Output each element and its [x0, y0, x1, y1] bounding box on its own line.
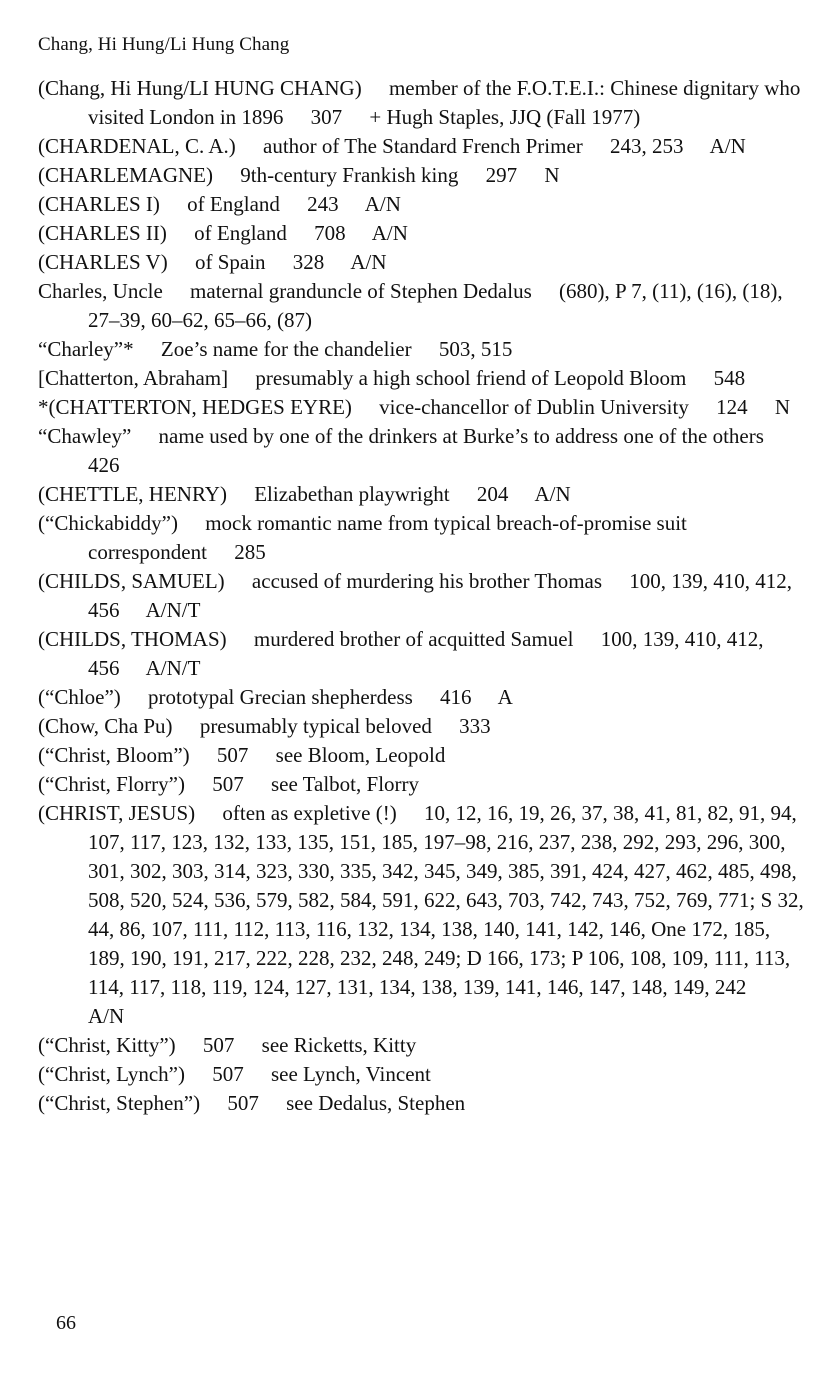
- entry-headword: (CHARDENAL, C. A.): [38, 134, 236, 158]
- page-number: 66: [56, 1312, 76, 1334]
- entry-page-refs: 333: [459, 714, 491, 738]
- index-entry: [38, 248, 808, 277]
- entry-headword: (CHILDS, SAMUEL): [38, 569, 225, 593]
- entry-headword: Charles, Uncle: [38, 279, 163, 303]
- entry-cross-reference: see Ricketts, Kitty: [261, 1033, 417, 1057]
- entry-page-refs: 708: [314, 221, 346, 245]
- entry-page-refs: 285: [234, 540, 266, 564]
- entry-description: 9th-century Frankish king: [240, 163, 459, 187]
- entry-description: Zoe’s name for the chandelier: [160, 337, 412, 361]
- index-entries: [38, 74, 808, 1118]
- entry-description: maternal granduncle of Stephen Dedalus: [190, 279, 532, 303]
- entry-page-refs: 243, 253: [610, 134, 684, 158]
- entry-headword: (“Christ, Kitty”): [38, 1033, 176, 1057]
- index-entry: [38, 364, 808, 393]
- index-entry: [38, 277, 808, 335]
- entry-page-refs: 426: [88, 453, 120, 477]
- entry-cross-reference: see Lynch, Vincent: [270, 1062, 431, 1086]
- entry-headword: (Chang, Hi Hung/LI HUNG CHANG): [38, 76, 362, 100]
- entry-description: of England: [187, 192, 280, 216]
- entry-page-refs: 204: [476, 482, 509, 506]
- entry-headword: *(CHATTERTON, HEDGES EYRE): [38, 395, 352, 419]
- entry-headword: (“Christ, Stephen”): [38, 1091, 201, 1115]
- entry-page-refs: 507: [216, 743, 249, 767]
- entry-description: presumably a high school friend of Leopold Bloom: [255, 366, 687, 390]
- index-entry: [38, 393, 808, 422]
- entry-code: + Hugh Staples, JJQ (Fall 1977): [369, 105, 641, 129]
- entry-page-refs: 548: [713, 366, 746, 390]
- entry-code: A/N: [364, 192, 401, 216]
- index-entry: [38, 799, 808, 1031]
- entry-headword: (CHARLES I): [38, 192, 160, 216]
- index-entry: [38, 480, 808, 509]
- index-entry: [38, 74, 808, 132]
- index-entry: [38, 683, 808, 712]
- entry-page-refs: 100, 139, 410, 412, 456: [88, 627, 764, 680]
- index-entry: [38, 509, 808, 567]
- entry-page-refs: 243: [307, 192, 339, 216]
- entry-description: prototypal Grecian shepherdess: [148, 685, 413, 709]
- entry-code: A/N: [534, 482, 571, 506]
- entry-description: murdered brother of acquitted Samuel: [253, 627, 574, 651]
- index-entry: [38, 770, 808, 799]
- entry-description: Elizabethan playwright: [254, 482, 450, 506]
- entry-cross-reference: see Talbot, Florry: [270, 772, 420, 796]
- entry-code: N: [774, 395, 790, 419]
- entry-code: A/N: [709, 134, 746, 158]
- entry-headword: (CHARLEMAGNE): [38, 163, 213, 187]
- entry-description: vice-chancellor of Dublin University: [379, 395, 689, 419]
- entry-page-refs: 297: [485, 163, 518, 187]
- entry-headword: “Chawley”: [38, 424, 132, 448]
- entry-headword: (“Chloe”): [38, 685, 121, 709]
- index-entry: [38, 161, 808, 190]
- index-entry: [38, 422, 808, 480]
- entry-code: A/N: [371, 221, 408, 245]
- entry-headword: (“Christ, Bloom”): [38, 743, 190, 767]
- running-head: Chang, Hi Hung/Li Hung Chang: [38, 34, 290, 55]
- entry-code: A/N/T: [145, 656, 201, 680]
- entry-headword: (CHETTLE, HENRY): [38, 482, 227, 506]
- entry-cross-reference: see Dedalus, Stephen: [286, 1091, 466, 1115]
- entry-headword: (“Christ, Lynch”): [38, 1062, 185, 1086]
- entry-description: accused of murdering his brother Thomas: [251, 569, 603, 593]
- entry-description: name used by one of the drinkers at Burke’s to address one of the others: [158, 424, 764, 448]
- entry-page-refs: 307: [310, 105, 343, 129]
- entry-page-refs: 328: [292, 250, 325, 274]
- entry-description: mock romantic name from typical breach-of-promise suit correspondent: [88, 511, 687, 564]
- entry-headword: (“Christ, Florry”): [38, 772, 185, 796]
- index-entry: [38, 625, 808, 683]
- entry-headword: (CHRIST, JESUS): [38, 801, 196, 825]
- entry-page-refs: 10, 12, 16, 19, 26, 37, 38, 41, 81, 82, 91, 94, 107, 117, 123, 132, 133, 135, 151, 185, 197–98, 216, 237, 238, 292, 293, 296, 300, 301, 302, 303, 314, 323, 330, 335, 342, 345, 349, 385, 391, 424, 427, 462, 485, 498, 508, 520, 524, 536, 579, 582, 584, 591, 622, 643, 703, 742, 743, 752, 769, 771; S 32, 44, 86, 107, 111, 112, 113, 116, 132, 134, 138, 140, 141, 142, 146, One 172, 185, 189, 190, 191, 217, 222, 228, 232, 248, 249; D 166, 173; P 106, 108, 109, 111, 113, 114, 117, 118, 119, 124, 127, 131, 134, 138, 139, 141, 146, 147, 148, 149, 242: [88, 801, 804, 999]
- index-entry: [38, 567, 808, 625]
- index-entry: [38, 1089, 808, 1118]
- index-entry: [38, 132, 808, 161]
- index-entry: [38, 335, 808, 364]
- entry-page-refs: 124: [716, 395, 748, 419]
- entry-headword: [Chatterton, Abraham]: [38, 366, 229, 390]
- index-entry: [38, 190, 808, 219]
- index-entry: [38, 219, 808, 248]
- entry-description: of Spain: [194, 250, 266, 274]
- entry-code: N: [544, 163, 560, 187]
- entry-page-refs: 507: [212, 1062, 244, 1086]
- entry-page-refs: (680), P 7, (11), (16), (18), 27–39, 60–62, 65–66, (87): [88, 279, 783, 332]
- entry-headword: (CHARLES V): [38, 250, 168, 274]
- index-entry: [38, 1031, 808, 1060]
- index-entry: [38, 741, 808, 770]
- entry-headword: (CHARLES II): [38, 221, 167, 245]
- entry-description: often as expletive (!): [222, 801, 397, 825]
- entry-page-refs: 503, 515: [438, 337, 513, 361]
- entry-page-refs: 507: [202, 1033, 235, 1057]
- entry-description: member of the F.O.T.E.I.: Chinese dignitary who visited London in 1896: [88, 76, 801, 129]
- entry-description: of England: [194, 221, 287, 245]
- entry-description: presumably typical beloved: [199, 714, 432, 738]
- entry-code: A/N: [350, 250, 387, 274]
- entry-page-refs: 416: [440, 685, 472, 709]
- entry-headword: (Chow, Cha Pu): [38, 714, 173, 738]
- index-entry: [38, 1060, 808, 1089]
- entry-page-refs: 100, 139, 410, 412, 456: [88, 569, 793, 622]
- entry-description: author of The Standard French Primer: [263, 134, 583, 158]
- index-entry: [38, 712, 808, 741]
- entry-code: A: [497, 685, 513, 709]
- entry-headword: “Charley”*: [38, 337, 134, 361]
- entry-headword: (CHILDS, THOMAS): [38, 627, 227, 651]
- entry-code: A/N: [88, 1004, 125, 1028]
- entry-headword: (“Chickabiddy”): [38, 511, 178, 535]
- entry-code: A/N/T: [145, 598, 201, 622]
- entry-page-refs: 507: [227, 1091, 259, 1115]
- entry-page-refs: 507: [212, 772, 244, 796]
- entry-cross-reference: see Bloom, Leopold: [275, 743, 446, 767]
